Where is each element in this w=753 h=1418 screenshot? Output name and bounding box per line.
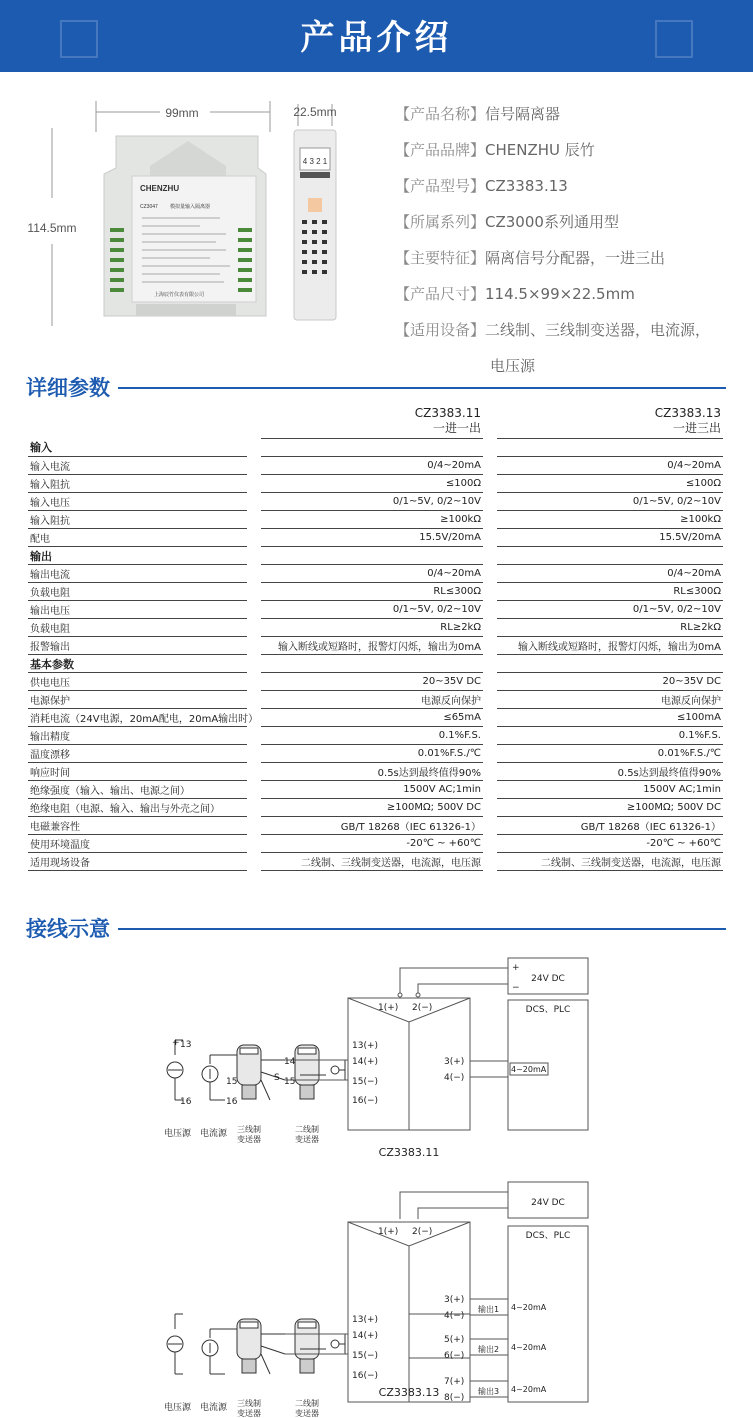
param-value-b: 0/1~5V, 0/2~10V xyxy=(497,493,723,511)
device-side-screws xyxy=(300,172,330,178)
pin-2-label-2: 2(−) xyxy=(412,1227,433,1237)
two-wire-label: 二线制变送器 xyxy=(295,1125,319,1144)
params-row xyxy=(28,583,723,601)
info-row-model: 【产品型号】CZ3383.13 xyxy=(395,177,568,195)
power-label: 24V DC xyxy=(531,974,565,984)
param-value-b: 二线制、三线制变送器，电流源，电压源 xyxy=(497,853,723,871)
param-label: 温度漂移 xyxy=(28,745,247,763)
pin-1-label-2: 1(+) xyxy=(378,1227,399,1237)
param-value-a: GB/T 18268（IEC 61326-1） xyxy=(261,817,483,835)
param-value-a: 0.01%F.S./℃ xyxy=(261,745,483,763)
src-13: 13 xyxy=(180,1040,192,1050)
diagram-2-caption: CZ3383.13 xyxy=(378,1386,440,1399)
device-side-terminal-numbers: 4 3 2 1 xyxy=(302,157,328,166)
param-label: 电源保护 xyxy=(28,691,247,709)
params-row xyxy=(28,601,723,619)
src-s: S xyxy=(274,1073,280,1083)
params-header-row xyxy=(28,404,723,439)
param-value-b: 0/4~20mA xyxy=(497,565,723,583)
height-dimension-label: 114.5mm xyxy=(27,221,77,235)
param-label: 输入电压 xyxy=(28,493,247,511)
param-label: 电磁兼容性 xyxy=(28,817,247,835)
param-label: 输出 xyxy=(28,547,247,565)
params-row xyxy=(28,727,723,745)
param-label: 供电电压 xyxy=(28,673,247,691)
wiring-diagrams xyxy=(0,950,753,1418)
params-group-row xyxy=(28,439,723,457)
param-value-a: 1500V AC;1min xyxy=(261,781,483,799)
params-row xyxy=(28,835,723,853)
info-row-brand: 【产品品牌】CHENZHU 辰竹 xyxy=(395,141,595,159)
param-label: 消耗电流（24V电源，20mA配电，20mA输出时） xyxy=(28,709,247,727)
param-value-b: 15.5V/20mA xyxy=(497,529,723,547)
pin-3-label-2: 3(+) xyxy=(444,1295,465,1305)
src-16b: 16 xyxy=(226,1097,238,1107)
pin-2-label: 2(−) xyxy=(412,1003,433,1013)
param-label: 响应时间 xyxy=(28,763,247,781)
param-value-b: 1500V AC;1min xyxy=(497,781,723,799)
param-label: 输出电流 xyxy=(28,565,247,583)
param-value-a: 0/1~5V, 0/2~10V xyxy=(261,493,483,511)
param-value-b: 0.1%F.S. xyxy=(497,727,723,745)
param-label: 输入电流 xyxy=(28,457,247,475)
param-label: 适用现场设备 xyxy=(28,853,247,871)
param-label: 输出精度 xyxy=(28,727,247,745)
src-15: 15 xyxy=(226,1077,238,1087)
param-value-b: ≤100mA xyxy=(497,709,723,727)
param-value-a: 二线制、三线制变送器，电流源，电压源 xyxy=(261,853,483,871)
ma-label-3: 4~20mA xyxy=(511,1385,547,1394)
ma-label-1: 4~20mA xyxy=(511,1303,547,1312)
two-wire-label-2: 二线制变送器 xyxy=(295,1399,319,1418)
params-row xyxy=(28,691,723,709)
param-value-a: -20℃ ~ +60℃ xyxy=(261,835,483,853)
params-row xyxy=(28,673,723,691)
params-row xyxy=(28,709,723,727)
params-group-row xyxy=(28,547,723,565)
pin-6-label: 6(−) xyxy=(444,1351,465,1361)
device-logo: CHENZHU xyxy=(140,184,180,193)
pin-1-label: 1(+) xyxy=(378,1003,399,1013)
params-row xyxy=(28,799,723,817)
param-value-b: 20~35V DC xyxy=(497,673,723,691)
param-value-a: 0.1%F.S. xyxy=(261,727,483,745)
ma-label-2: 4~20mA xyxy=(511,1343,547,1352)
param-value-b: 0/1~5V, 0/2~10V xyxy=(497,601,723,619)
param-value-b: 0.5s达到最终值得90% xyxy=(497,763,723,781)
device-maker: 上海辰竹仪表有限公司 xyxy=(154,292,205,298)
params-title-rule xyxy=(26,387,726,389)
output-1-label: 输出1 xyxy=(478,1305,500,1314)
info-row-series: 【所属系列】CZ3000系列通用型 xyxy=(395,213,619,231)
param-value-a: 输入断线或短路时，报警灯闪烁，输出为0mA xyxy=(261,637,483,655)
param-label: 使用环境温度 xyxy=(28,835,247,853)
pin-5-label: 5(+) xyxy=(444,1335,465,1345)
device-din-clip xyxy=(136,304,236,316)
pin-14-label: 14(+) xyxy=(352,1057,379,1067)
param-value-b: 0/4~20mA xyxy=(497,457,723,475)
param-value-a: 0/1~5V, 0/2~10V xyxy=(261,601,483,619)
param-value-b: RL≥2kΩ xyxy=(497,619,723,637)
param-label: 基本参数 xyxy=(28,655,247,673)
power-label-2: 24V DC xyxy=(531,1198,565,1208)
param-value-a xyxy=(261,439,483,457)
param-value-a: 电源反向保护 xyxy=(261,691,483,709)
param-value-b: RL≤300Ω xyxy=(497,583,723,601)
pin-15-label: 15(−) xyxy=(352,1077,379,1087)
src-16: 16 xyxy=(180,1097,192,1107)
param-value-b xyxy=(497,655,723,673)
wiring-diagram-2 xyxy=(164,1182,588,1418)
param-value-b: ≥100kΩ xyxy=(497,511,723,529)
diagram-1-caption: CZ3383.11 xyxy=(378,1146,440,1159)
param-label: 负载电阻 xyxy=(28,619,247,637)
params-row xyxy=(28,529,723,547)
dcs-label-2: DCS、PLC xyxy=(525,1231,571,1241)
param-value-a xyxy=(261,547,483,565)
pin-8-label: 8(−) xyxy=(444,1393,465,1403)
params-row xyxy=(28,637,723,655)
pin-15-label-2: 15(−) xyxy=(352,1351,379,1361)
wiring-title-rule xyxy=(26,928,726,930)
param-value-a: 0/4~20mA xyxy=(261,457,483,475)
param-value-b: GB/T 18268（IEC 61326-1） xyxy=(497,817,723,835)
info-row-size: 【产品尺寸】114.5×99×22.5mm xyxy=(395,285,635,303)
param-value-a: ≤100Ω xyxy=(261,475,483,493)
param-label: 配电 xyxy=(28,529,247,547)
info-row-equipment-cont: 电压源 xyxy=(490,357,536,375)
power-minus-mark: − xyxy=(512,983,520,993)
param-value-a: ≥100kΩ xyxy=(261,511,483,529)
param-value-b: ≤100Ω xyxy=(497,475,723,493)
param-value-b: 0.01%F.S./℃ xyxy=(497,745,723,763)
product-dimension-drawing xyxy=(20,96,365,336)
param-label: 负载电阻 xyxy=(28,583,247,601)
depth-dimension-label: 22.5mm xyxy=(293,105,337,119)
ma-label: 4~20mA xyxy=(511,1065,547,1074)
param-value-b: 输入断线或短路时，报警灯闪烁，输出为0mA xyxy=(497,637,723,655)
param-value-a: RL≤300Ω xyxy=(261,583,483,601)
params-table xyxy=(28,404,723,871)
param-value-a: 15.5V/20mA xyxy=(261,529,483,547)
param-label: 绝缘电阻（电源、输入、输出与外壳之间） xyxy=(28,799,247,817)
params-row xyxy=(28,853,723,871)
src-14: 14 xyxy=(284,1057,296,1067)
voltage-source-label: 电压源 xyxy=(164,1129,192,1139)
input-sources-2 xyxy=(167,1314,345,1374)
pin-13-label: 13(+) xyxy=(352,1041,379,1051)
device-name: 模拟量输入隔离器 xyxy=(170,204,211,210)
src-plus: + xyxy=(172,1038,180,1048)
device-model: CZ3047 xyxy=(140,204,158,210)
param-value-b: -20℃ ~ +60℃ xyxy=(497,835,723,853)
param-value-a: ≥100MΩ; 500V DC xyxy=(261,799,483,817)
params-row xyxy=(28,457,723,475)
param-value-a: ≤65mA xyxy=(261,709,483,727)
voltage-source-label-2: 电压源 xyxy=(164,1403,192,1413)
page-banner xyxy=(0,0,753,72)
pin-16-label: 16(−) xyxy=(352,1096,379,1106)
param-value-a xyxy=(261,655,483,673)
pin-13-label-2: 13(+) xyxy=(352,1315,379,1325)
wiring-section-header xyxy=(26,913,726,945)
pin-3-label: 3(+) xyxy=(444,1057,465,1067)
info-row-equipment: 【适用设备】二线制、三线制变送器，电流源， xyxy=(395,321,711,339)
params-row xyxy=(28,475,723,493)
src-15b: 15 xyxy=(284,1077,296,1087)
width-dimension-label: 99mm xyxy=(165,106,199,120)
param-value-b: 电源反向保护 xyxy=(497,691,723,709)
product-info-list xyxy=(395,96,745,384)
param-value-a: RL≥2kΩ xyxy=(261,619,483,637)
param-label: 绝缘强度（输入、输出、电源之间） xyxy=(28,781,247,799)
param-value-a: 20~35V DC xyxy=(261,673,483,691)
param-label: 输出电压 xyxy=(28,601,247,619)
current-source-label: 电流源 xyxy=(200,1129,228,1139)
dcs-label: DCS、PLC xyxy=(525,1005,571,1015)
output-3-label: 输出3 xyxy=(478,1387,500,1396)
power-plus-mark: + xyxy=(512,963,520,973)
params-group-row xyxy=(28,655,723,673)
param-label: 报警输出 xyxy=(28,637,247,655)
params-title: 详细参数 xyxy=(26,376,118,400)
three-wire-label: 三线制变送器 xyxy=(237,1125,261,1144)
pin-4-label-2: 4(−) xyxy=(444,1311,465,1321)
device-front-label xyxy=(132,176,256,302)
current-source-label-2: 电流源 xyxy=(200,1403,228,1413)
model-b-header: CZ3383.13 一进三出 xyxy=(497,404,723,439)
params-row xyxy=(28,565,723,583)
pin-16-label-2: 16(−) xyxy=(352,1371,379,1381)
param-value-b: ≥100MΩ; 500V DC xyxy=(497,799,723,817)
banner-title: 产品介绍 xyxy=(300,18,453,58)
device-side-indicator xyxy=(308,198,322,212)
wiring-title: 接线示意 xyxy=(26,917,118,941)
params-row xyxy=(28,763,723,781)
param-label: 输入阻抗 xyxy=(28,475,247,493)
params-row xyxy=(28,817,723,835)
three-wire-label-2: 三线制变送器 xyxy=(237,1399,261,1418)
param-label: 输入阻抗 xyxy=(28,511,247,529)
param-value-a: 0.5s达到最终值得90% xyxy=(261,763,483,781)
info-row-name: 【产品名称】信号隔离器 xyxy=(395,105,561,123)
param-value-b xyxy=(497,547,723,565)
pin-14-label-2: 14(+) xyxy=(352,1331,379,1341)
params-row xyxy=(28,493,723,511)
dcs-box-2 xyxy=(508,1226,588,1402)
params-row xyxy=(28,619,723,637)
input-sources-1 xyxy=(167,1040,345,1100)
pin-7-label: 7(+) xyxy=(444,1377,465,1387)
params-section-header xyxy=(26,372,726,404)
output-2-label: 输出2 xyxy=(478,1345,500,1354)
wiring-diagram-1 xyxy=(164,958,588,1159)
param-value-a: 0/4~20mA xyxy=(261,565,483,583)
param-value-b xyxy=(497,439,723,457)
params-row xyxy=(28,745,723,763)
model-a-header: CZ3383.11 一进一出 xyxy=(261,404,483,439)
param-label: 输入 xyxy=(28,439,247,457)
params-row xyxy=(28,511,723,529)
info-row-feature: 【主要特征】隔离信号分配器，一进三出 xyxy=(395,249,666,267)
params-row xyxy=(28,781,723,799)
pin-4-label: 4(−) xyxy=(444,1073,465,1083)
